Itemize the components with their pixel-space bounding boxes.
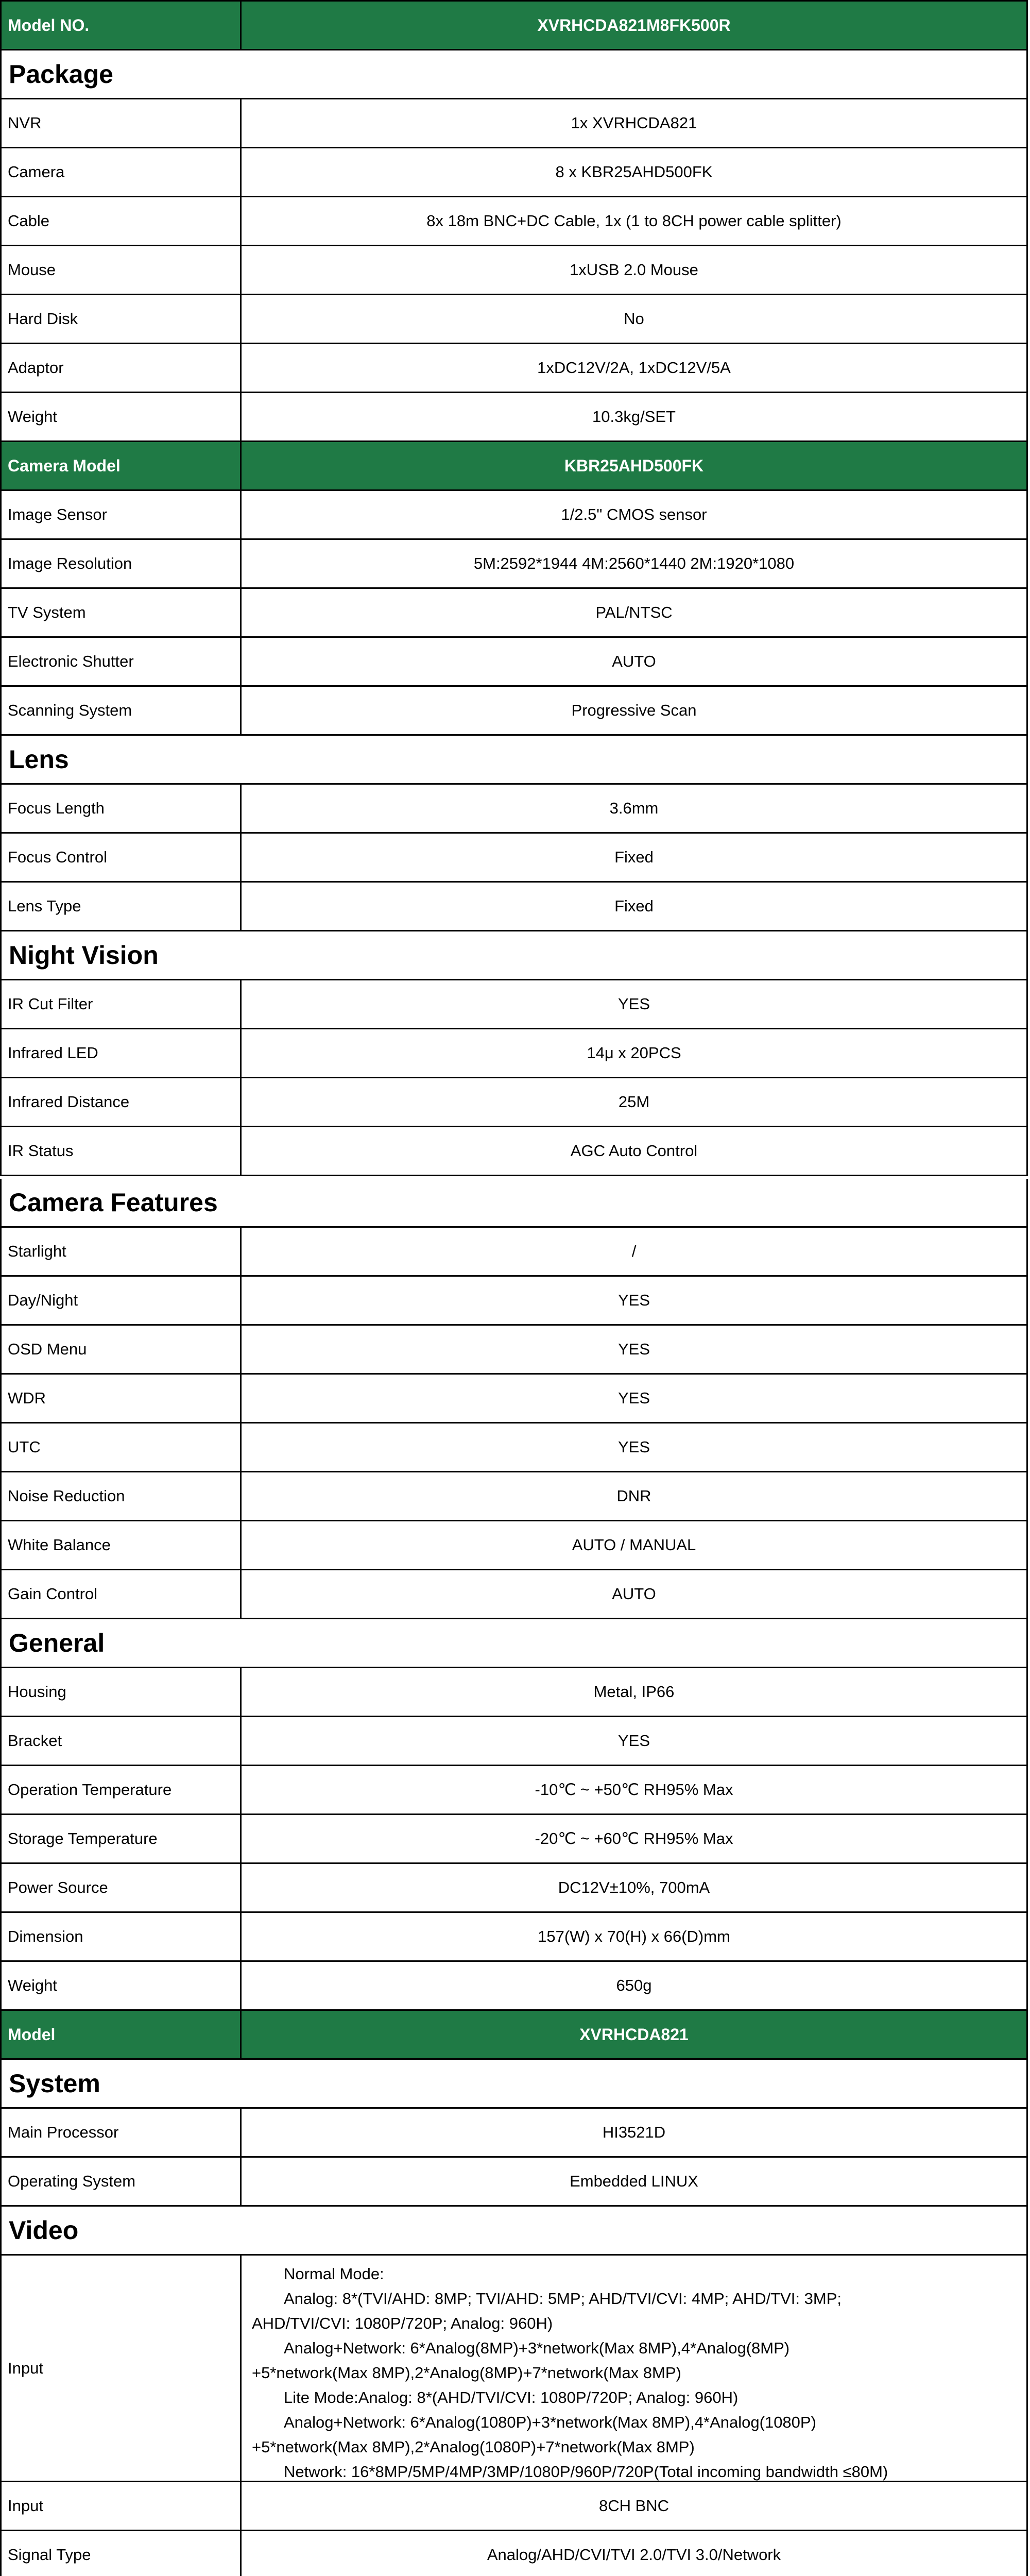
input-mode-line: Network: 16*8MP/5MP/4MP/3MP/1080P/960P/720P(Total incoming bandwidth ≤80M) — [284, 2463, 888, 2481]
spec-label: White Balance — [2, 1521, 242, 1569]
spec-label: Operating System — [2, 2158, 242, 2205]
spec-value: YES — [617, 1438, 650, 1456]
spec-row — [0, 785, 1028, 834]
video-input-modes — [242, 2256, 1026, 2481]
spec-value: YES — [617, 1340, 650, 1358]
spec-row — [0, 1326, 1028, 1375]
spec-value: / — [631, 1242, 637, 1260]
spec-row — [0, 1423, 1028, 1472]
spec-label: Focus Control — [2, 834, 242, 881]
spec-row — [0, 980, 1028, 1029]
spec-row — [0, 883, 1028, 931]
spec-label: Signal Type — [2, 2531, 242, 2576]
model-no-header — [0, 0, 1028, 50]
spec-value: Analog/AHD/CVI/TVI 2.0/TVI 3.0/Network — [487, 2546, 781, 2564]
spec-label: UTC — [2, 1423, 242, 1471]
spec-label: Focus Length — [2, 785, 242, 832]
spec-row — [0, 1913, 1028, 1962]
input-mode-line: Lite Mode:Analog: 8*(AHD/TVI/CVI: 1080P/720P; Analog: 960H) — [284, 2388, 739, 2406]
spec-row — [0, 2158, 1028, 2207]
spec-value: 8x 18m BNC+DC Cable, 1x (1 to 8CH power cable splitter) — [426, 212, 842, 230]
spec-row — [0, 1078, 1028, 1127]
spec-row — [0, 834, 1028, 883]
spec-label: Input — [2, 2482, 242, 2530]
spec-label: Camera — [2, 148, 242, 196]
spec-row — [0, 1277, 1028, 1326]
spec-value: DC12V±10%, 700mA — [558, 1878, 710, 1896]
input-mode-line: Analog+Network: 6*Analog(8MP)+3*network(Max 8MP),4*Analog(8MP) — [284, 2339, 790, 2357]
spec-value: 650g — [616, 1976, 652, 1994]
section-package: Package — [0, 50, 1028, 99]
spec-value: XVRHCDA821 — [579, 2025, 689, 2044]
spec-label: Weight — [2, 1962, 242, 2009]
spec-value: AUTO / MANUAL — [572, 1536, 696, 1554]
spec-row — [0, 540, 1028, 589]
spec-row — [0, 687, 1028, 736]
spec-value: 25M — [618, 1093, 650, 1111]
spec-row — [0, 1375, 1028, 1423]
input-mode-line: +5*network(Max 8MP),2*Analog(1080P)+7*network(Max 8MP) — [252, 2438, 695, 2456]
section-general: General — [0, 1619, 1028, 1668]
spec-row — [0, 638, 1028, 687]
spec-row — [0, 589, 1028, 638]
spec-label: Scanning System — [2, 687, 242, 734]
spec-label: Operation Temperature — [2, 1766, 242, 1814]
spec-value: YES — [617, 1389, 650, 1407]
spec-value: Fixed — [614, 897, 654, 915]
spec-label: Weight — [2, 393, 242, 440]
spec-label: OSD Menu — [2, 1326, 242, 1373]
spec-label: Cable — [2, 197, 242, 245]
spec-label: Starlight — [2, 1228, 242, 1275]
spec-value: XVRHCDA821M8FK500R — [537, 15, 731, 35]
spec-label: Lens Type — [2, 883, 242, 930]
spec-label: WDR — [2, 1375, 242, 1422]
spec-row — [0, 148, 1028, 197]
spec-label: NVR — [2, 99, 242, 147]
model-header — [0, 2011, 1028, 2060]
spec-label: IR Cut Filter — [2, 980, 242, 1028]
spec-row — [0, 1717, 1028, 1766]
spec-value: AUTO — [612, 1585, 656, 1603]
spec-label: Adaptor — [2, 344, 242, 392]
spec-label: Storage Temperature — [2, 1815, 242, 1862]
spec-value: PAL/NTSC — [595, 603, 673, 621]
spec-label: Day/Night — [2, 1277, 242, 1324]
spec-label: Dimension — [2, 1913, 242, 1960]
section-night-vision: Night Vision — [0, 931, 1028, 980]
spec-label: Noise Reduction — [2, 1472, 242, 1520]
spec-value: 3.6mm — [609, 799, 659, 817]
input-mode-line: Analog: 8*(TVI/AHD: 8MP; TVI/AHD: 5MP; AHD/TVI/CVI: 4MP; AHD/TVI: 3MP; — [284, 2290, 842, 2308]
spec-label: Model NO. — [2, 2, 242, 49]
spec-label: Hard Disk — [2, 295, 242, 343]
spec-value: 1xDC12V/2A, 1xDC12V/5A — [537, 359, 731, 377]
spec-row — [0, 1864, 1028, 1913]
spec-label: Model — [2, 2011, 242, 2058]
spec-value: DNR — [616, 1487, 651, 1505]
spec-row — [0, 393, 1028, 442]
spec-value: 8CH BNC — [598, 2497, 670, 2515]
video-input-row — [0, 2256, 1028, 2482]
spec-label: IR Status — [2, 1127, 242, 1175]
spec-value: YES — [617, 995, 650, 1013]
spec-row — [0, 1962, 1028, 2011]
spec-row — [0, 344, 1028, 393]
spec-row — [0, 246, 1028, 295]
spec-value: 5M:2592*1944 4M:2560*1440 2M:1920*1080 — [473, 554, 795, 572]
spec-label: TV System — [2, 589, 242, 636]
spec-value: -10℃ ~ +50℃ RH95% Max — [535, 1781, 733, 1799]
spec-label: Input — [2, 2256, 242, 2481]
spec-label: Main Processor — [2, 2109, 242, 2156]
section-camera-features: Camera Features — [0, 1179, 1028, 1228]
spec-value: No — [624, 310, 644, 328]
spec-value: 1/2.5" CMOS sensor — [561, 505, 707, 523]
spec-row — [0, 1127, 1028, 1176]
spec-row — [0, 1029, 1028, 1078]
spec-row — [0, 1521, 1028, 1570]
spec-label: Infrared Distance — [2, 1078, 242, 1126]
spec-row — [0, 2109, 1028, 2158]
spec-label: Infrared LED — [2, 1029, 242, 1077]
spec-row — [0, 1228, 1028, 1277]
spec-row — [0, 1570, 1028, 1619]
input-mode-line: +5*network(Max 8MP),2*Analog(8MP)+7*network(Max 8MP) — [252, 2364, 681, 2382]
spec-value: 10.3kg/SET — [592, 408, 676, 426]
spec-value: Embedded LINUX — [570, 2172, 698, 2190]
spec-row — [0, 1815, 1028, 1864]
spec-value: HI3521D — [602, 2123, 666, 2141]
spec-row — [0, 1472, 1028, 1521]
spec-row — [0, 2482, 1028, 2531]
spec-value: Fixed — [614, 848, 654, 866]
spec-value: 1xUSB 2.0 Mouse — [570, 261, 698, 279]
input-mode-line: AHD/TVI/CVI: 1080P/720P; Analog: 960H) — [252, 2314, 553, 2332]
spec-label: Housing — [2, 1668, 242, 1716]
spec-label: Mouse — [2, 246, 242, 294]
spec-row — [0, 295, 1028, 344]
section-system: System — [0, 2060, 1028, 2109]
section-lens: Lens — [0, 736, 1028, 785]
spec-label: Bracket — [2, 1717, 242, 1765]
spec-row — [0, 1668, 1028, 1717]
spec-value: Progressive Scan — [571, 701, 697, 719]
input-mode-line: Analog+Network: 6*Analog(1080P)+3*network(Max 8MP),4*Analog(1080P) — [284, 2413, 816, 2431]
spec-row — [0, 197, 1028, 246]
spec-value: YES — [617, 1732, 650, 1750]
spec-value: -20℃ ~ +60℃ RH95% Max — [535, 1829, 733, 1848]
spec-value: AUTO — [612, 652, 656, 670]
section-video: Video — [0, 2207, 1028, 2256]
spec-value: YES — [617, 1291, 650, 1309]
spec-label: Image Resolution — [2, 540, 242, 587]
spec-label: Power Source — [2, 1864, 242, 1911]
spec-label: Camera Model — [2, 442, 242, 489]
spec-value: 8 x KBR25AHD500FK — [555, 163, 713, 181]
spec-row — [0, 2531, 1028, 2576]
spec-row — [0, 99, 1028, 148]
spec-value: 1x XVRHCDA821 — [571, 114, 697, 132]
spec-value: KBR25AHD500FK — [564, 456, 704, 475]
spec-value: AGC Auto Control — [570, 1142, 698, 1160]
spec-value: 157(W) x 70(H) x 66(D)mm — [538, 1927, 730, 1945]
camera-model-header — [0, 442, 1028, 491]
spec-row — [0, 1766, 1028, 1815]
spec-row — [0, 491, 1028, 540]
spec-value: 14μ x 20PCS — [587, 1044, 681, 1062]
spec-value: Metal, IP66 — [593, 1683, 675, 1701]
spec-label: Electronic Shutter — [2, 638, 242, 685]
spec-label: Gain Control — [2, 1570, 242, 1618]
spec-label: Image Sensor — [2, 491, 242, 538]
input-mode-line: Normal Mode: — [284, 2265, 384, 2283]
